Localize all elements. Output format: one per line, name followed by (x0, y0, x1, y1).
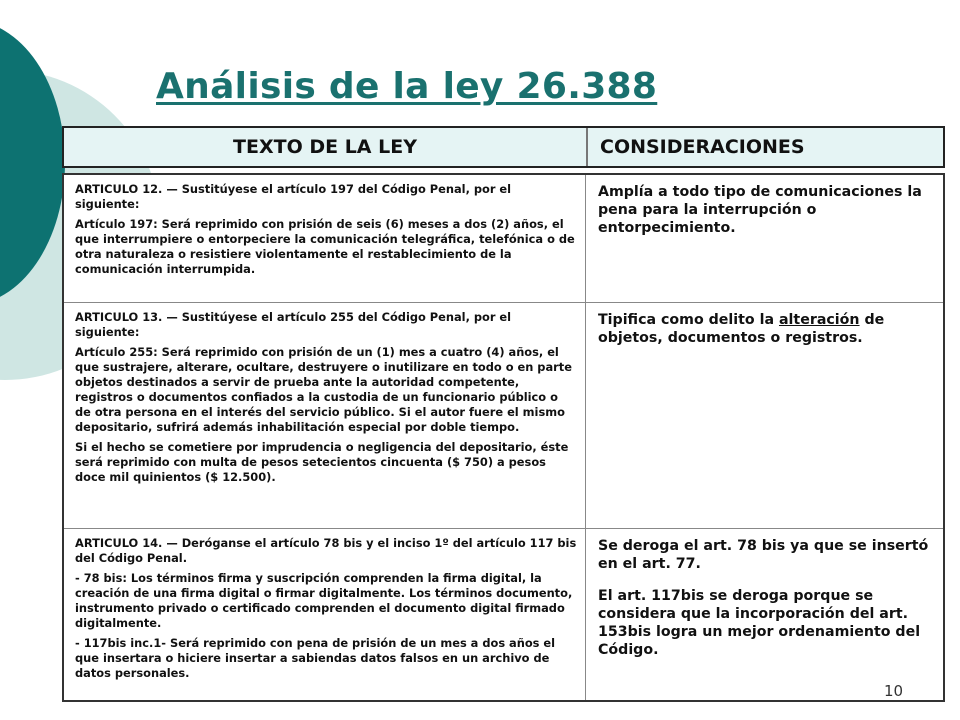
consideration-cell (586, 303, 943, 528)
law-paragraph: Artículo 197: Será reprimido con prisión de seis (6) meses a dos (2) años, el que interrumpiere o entorpeciere la comunicación telegráfica, telefónica o de otra naturaleza o resistiere violentamente el restablecimiento de la comunicación interrumpida. (75, 217, 575, 276)
law-text-cell (64, 303, 586, 528)
law-paragraph: Artículo 255: Será reprimido con prisión de un (1) mes a cuatro (4) años, el que sustrajere, alterare, ocultare, destruyere o inutilizare en todo o en parte objetos destinados a servir de prueba ante la autoridad competente, registros o documentos confiados a la custodia de un funcionario público o de otra persona en el interés del servicio público. Si el autor fuere el mismo depositario, sufrirá además inhabilitación especial por doble tiempo. (75, 345, 572, 434)
slide-number: 10 (884, 682, 904, 700)
law-paragraph: Si el hecho se cometiere por imprudencia o negligencia del depositario, éste será reprimido con multa de pesos setecientos cincuenta ($ 750) a pesos doce mil quinientos ($ 12.500). (75, 440, 569, 484)
table-row (64, 529, 943, 700)
slide-title[interactable]: Análisis de la ley 26.388 (156, 66, 658, 107)
underlined-term: alteración (778, 312, 860, 328)
consideration-text: de objetos, documentos o registros. (598, 312, 885, 346)
consideration-cell (586, 529, 943, 700)
law-paragraph: - 78 bis: Los términos firma y suscripción comprenden la firma digital, la creación de una firma digital o firmar digitalmente. Los términos documento, instrumento privado o certificado comprenden el documento digital firmado digitalmente. (75, 571, 573, 630)
law-paragraph: ARTICULO 14. — Deróganse el artículo 78 bis y el inciso 1º del artículo 117 bis del Código Penal. (75, 536, 577, 565)
law-paragraph: ARTICULO 12. — Sustitúyese el artículo 197 del Código Penal, por el siguiente: (75, 182, 512, 211)
consideration-paragraph: El art. 117bis se deroga porque se considera que la incorporación del art. 153bis logra un mejor ordenamiento del Código. (598, 588, 921, 658)
table-row (64, 303, 943, 529)
table-header (62, 126, 945, 168)
law-paragraph: ARTICULO 13. — Sustitúyese el artículo 255 del Código Penal, por el siguiente: (75, 310, 512, 339)
consideration-paragraph: Amplía a todo tipo de comunicaciones la pena para la interrupción o entorpecimiento. (598, 184, 922, 236)
law-analysis-table (62, 173, 945, 702)
consideration-paragraph: Se deroga el art. 78 bis ya que se insertó en el art. 77. (598, 538, 929, 572)
header-texto-de-la-ley: TEXTO DE LA LEY (64, 128, 588, 166)
consideration-text: Tipifica como delito la (598, 312, 779, 328)
law-text-cell (64, 175, 586, 302)
law-paragraph: - 117bis inc.1- Será reprimido con pena de prisión de un mes a dos años el que insertara o hiciere insertar a sabiendas datos falsos en un archivo de datos personales. (75, 636, 556, 680)
header-consideraciones: CONSIDERACIONES (600, 136, 805, 158)
table-row (64, 175, 943, 303)
law-text-cell (64, 529, 586, 700)
consideration-cell (586, 175, 943, 302)
consideration-paragraph (598, 311, 935, 347)
